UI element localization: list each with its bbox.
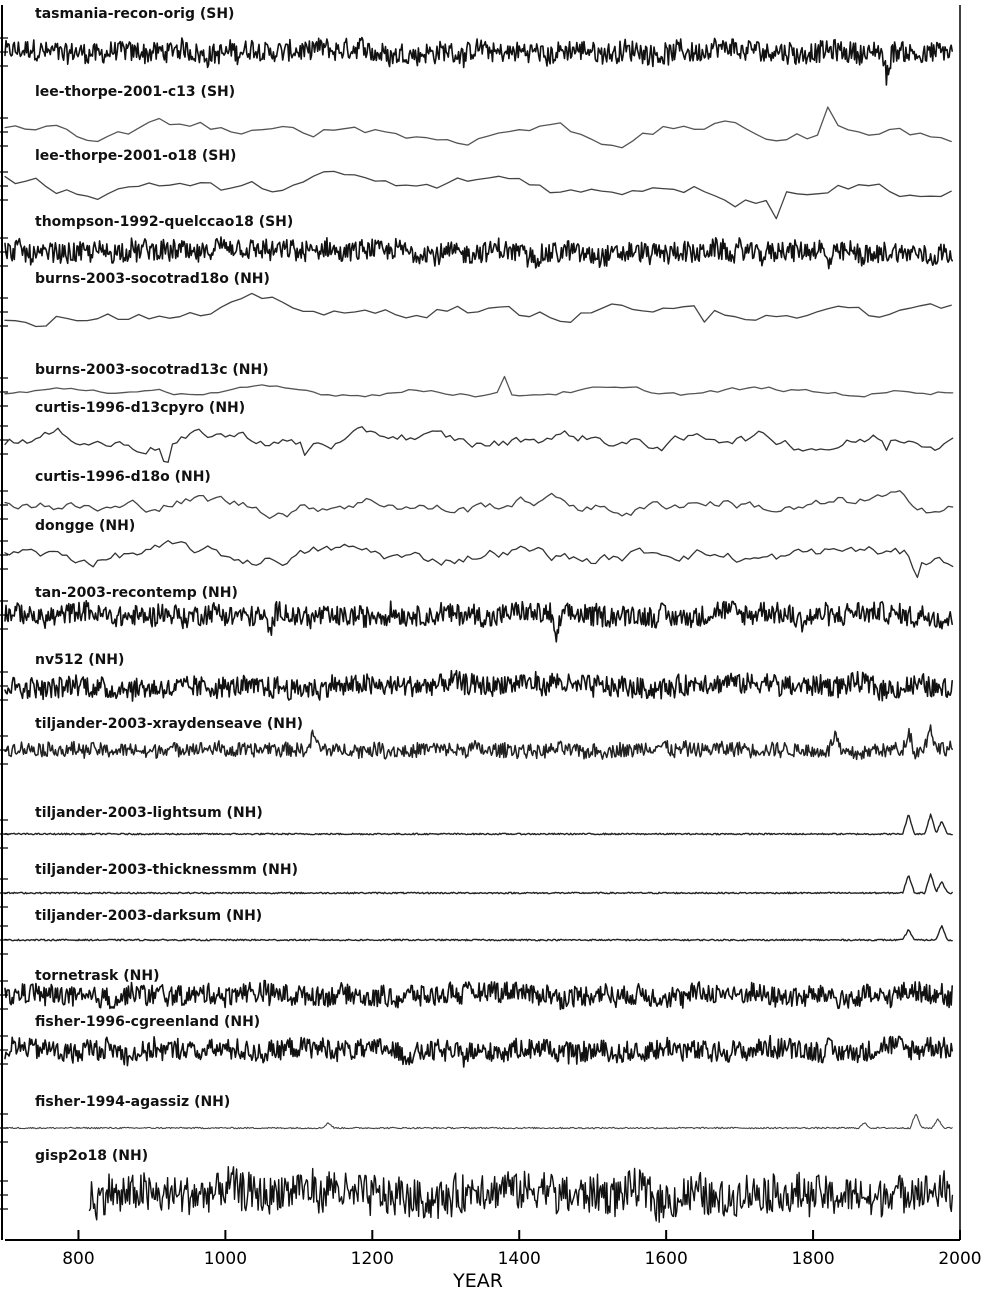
series-label-4: burns-2003-socotrad18o (NH): [35, 271, 270, 287]
series-label-17: fisher-1994-agassiz (NH): [35, 1094, 231, 1110]
x-tick-label-1000: 1000: [203, 1249, 248, 1269]
series-line-3: [5, 237, 952, 269]
series-label-5: burns-2003-socotrad13c (NH): [35, 362, 269, 378]
x-tick-label-1400: 1400: [497, 1249, 541, 1269]
series-label-16: fisher-1996-cgreenland (NH): [35, 1014, 261, 1030]
series-label-0: tasmania-recon-orig (SH): [35, 6, 235, 22]
x-tick-label-1800: 1800: [791, 1249, 835, 1269]
series-line-4: [5, 293, 951, 326]
series-line-18: [90, 1167, 953, 1223]
series-line-5: [5, 377, 953, 397]
series-label-3: thompson-1992-quelccao18 (SH): [35, 214, 294, 230]
series-label-14: tiljander-2003-darksum (NH): [35, 908, 263, 924]
series-line-14: [5, 926, 952, 941]
series-line-1: [5, 107, 951, 148]
series-label-6: curtis-1996-d13cpyro (NH): [35, 400, 246, 416]
series-line-16: [5, 1036, 952, 1067]
series-label-2: lee-thorpe-2001-o18 (SH): [35, 148, 237, 164]
series-line-8: [5, 541, 953, 578]
series-line-17: [5, 1114, 952, 1128]
series-label-10: nv512 (NH): [35, 652, 125, 668]
series-line-10: [5, 671, 952, 701]
series-line-15: [5, 981, 952, 1010]
series-label-9: tan-2003-recontemp (NH): [35, 585, 238, 601]
x-tick-label-1200: 1200: [350, 1249, 394, 1269]
series-label-18: gisp2o18 (NH): [35, 1148, 149, 1164]
series-label-7: curtis-1996-d18o (NH): [35, 469, 211, 485]
series-label-15: tornetrask (NH): [35, 968, 160, 984]
x-tick-label-800: 800: [62, 1249, 95, 1269]
series-line-6: [5, 427, 953, 463]
x-tick-label-2000: 2000: [938, 1249, 982, 1269]
series-label-11: tiljander-2003-xraydenseave (NH): [35, 716, 304, 732]
x-tick-label-1600: 1600: [644, 1249, 688, 1269]
x-axis: [2, 5, 982, 1269]
x-axis-title: YEAR: [453, 1270, 503, 1292]
series-line-0: [5, 38, 952, 85]
series-line-9: [5, 601, 952, 642]
series-label-1: lee-thorpe-2001-c13 (SH): [35, 84, 236, 100]
series-label-8: dongge (NH): [35, 518, 136, 534]
series-line-2: [5, 171, 951, 218]
series-line-7: [5, 491, 953, 519]
series-label-13: tiljander-2003-thicknessmm (NH): [35, 862, 298, 878]
series-label-12: tiljander-2003-lightsum (NH): [35, 805, 263, 821]
